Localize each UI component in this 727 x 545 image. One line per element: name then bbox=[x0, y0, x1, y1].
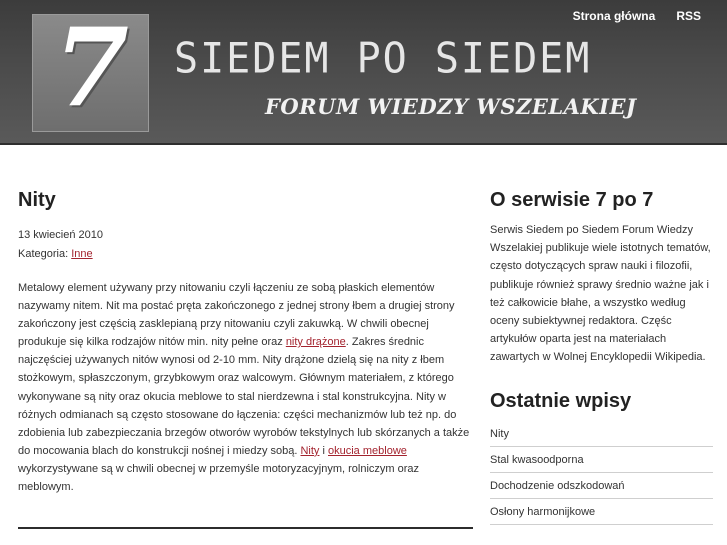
body-text-2: . Zakres średnic najczęściej używanych nitów wynosi od 2-10 mm. Nity drążone dzielą się na nity z łbem stożkowym, spłaszczonym, grzybkowym oraz walcowym. Głównym materiałem, z którego wykonywane są nity oraz okucia meblowe to stal nierdzewna i stal konstrukcyjna. Nity w różnych odmianach są często stosowane do łączenia: części mechanizmów lub też np. do zdobienia lub zabezpieczania brzegów otworów wyrobów tekstylnych lub skórzanych a także do mocowania blach do konstrukcji nośnej i miedzy sobą. bbox=[18, 336, 470, 457]
category-link[interactable]: Inne bbox=[71, 248, 93, 260]
site-subtitle: FORUM WIEDZY WSZELAKIEJ bbox=[265, 94, 637, 119]
about-title: O serwisie 7 po 7 bbox=[490, 189, 654, 211]
recent-post-item[interactable]: Nity bbox=[490, 421, 713, 447]
recent-post-item[interactable]: Dochodzenie odszkodowań bbox=[490, 473, 713, 499]
top-nav bbox=[573, 9, 701, 23]
site-logo[interactable] bbox=[32, 5, 149, 132]
recent-post-item[interactable]: Stal kwasoodporna bbox=[490, 447, 713, 473]
body-text-4: wykorzystywane są w chwili obecnej w przemyśle motoryzacyjnym, rolniczym oraz meblowym. bbox=[18, 462, 420, 494]
site-header bbox=[0, 0, 727, 145]
recent-posts-list bbox=[490, 421, 713, 525]
main-content bbox=[18, 188, 473, 496]
post-title[interactable]: Nity bbox=[18, 189, 56, 211]
post-date: 13 kwiecień 2010 bbox=[18, 229, 104, 241]
post-paragraph bbox=[18, 279, 473, 496]
about-text: Serwis Siedem po Siedem Forum Wiedzy Wszelakiej publikuje wiele istotnych tematów, często dotyczących spraw nauki i filozofii, publikuje również sprawy średnio ważne jak i też całkowicie błahe, a wszystko według oceny subiektywnej redaktora. Częśc artykułów oparta jest na materiałach zawartych w Wolnej Encyklopedii Wikipedia. bbox=[490, 224, 711, 364]
link-nity-drazone[interactable]: nity drążone bbox=[285, 336, 346, 349]
recent-post-item[interactable]: Osłony harmonijkowe bbox=[490, 499, 713, 525]
body-text-1: Metalowy element używany przy nitowaniu czyli łączeniu ze sobą płaskich elementów nazywamy nitem. Nit ma postać pręta zakończonego z jednej strony łbem a drugiej strony zakończony jest częścią zasklepianą przy nitowaniu czyli zakuwką. W chwili obecnej produkuje się kilka rodzajów nitów min. nity pełne oraz bbox=[18, 282, 455, 349]
nav-rss-link[interactable]: RSS bbox=[676, 9, 701, 23]
sidebar bbox=[490, 188, 713, 525]
link-okucia-meblowe[interactable]: okucia meblowe bbox=[328, 444, 407, 457]
nav-home-link[interactable]: Strona główna bbox=[572, 9, 656, 23]
post-divider bbox=[18, 527, 473, 529]
category-label: Kategoria: bbox=[18, 248, 72, 260]
post-meta bbox=[18, 226, 473, 264]
link-nity[interactable]: Nity bbox=[300, 444, 320, 457]
post-body bbox=[18, 279, 473, 496]
site-title[interactable]: SIEDEM PO SIEDEM bbox=[174, 34, 592, 84]
logo-digit: 7 bbox=[53, 5, 130, 131]
recent-posts-title: Ostatnie wpisy bbox=[490, 389, 632, 412]
post-category bbox=[18, 245, 473, 264]
body-text-3: i bbox=[319, 444, 328, 457]
